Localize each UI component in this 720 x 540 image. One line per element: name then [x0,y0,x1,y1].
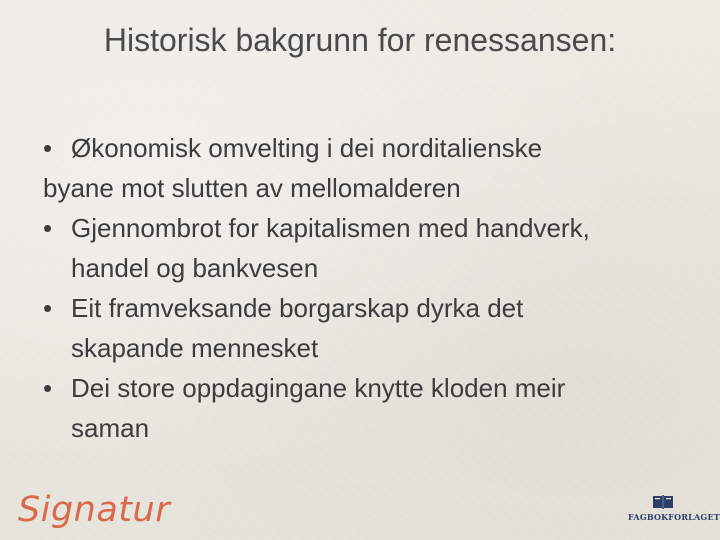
bullet-item-1-text-1: Økonomisk omvelting i dei norditalienske [71,133,543,163]
bullet-marker: • [43,133,53,163]
bullet-item-2-line-1 [43,208,693,248]
bullet-item-1-line-2 [43,168,693,208]
bullet-item-3-line-2 [43,328,693,368]
slide-body [43,128,693,448]
bullet-item-4-text-2: saman [71,413,150,443]
bullet-marker: • [43,213,53,243]
bullet-marker: • [43,293,53,323]
slide-title: Historisk bakgrunn for renessansen: [103,22,617,58]
bullet-item-1-line-1 [43,128,693,168]
bullet-item-4-line-1 [43,368,693,408]
bullet-item-2-line-2 [43,248,693,288]
publisher-name: FAGBOKFORLAGET [628,512,720,522]
book-icon [652,494,674,510]
bullet-item-1-text-2: byane mot slutten av mellomalderen [43,173,461,203]
bullet-item-2-text-1: Gjennombrot for kapitalismen med handverk, [71,213,590,243]
bullet-marker: • [43,373,53,403]
bullet-item-3-line-1 [43,288,693,328]
bullet-item-2-text-2: handel og bankvesen [71,253,319,283]
bullet-item-4-line-2 [43,408,693,448]
publisher-logo [628,494,720,530]
bullet-item-3-text-2: skapande mennesket [71,333,319,363]
signatur-logo: Signatur [18,490,171,530]
bullet-item-4-text-1: Dei store oppdagingane knytte kloden meir [71,373,566,403]
bullet-item-3-text-1: Eit framveksande borgarskap dyrka det [71,293,524,323]
